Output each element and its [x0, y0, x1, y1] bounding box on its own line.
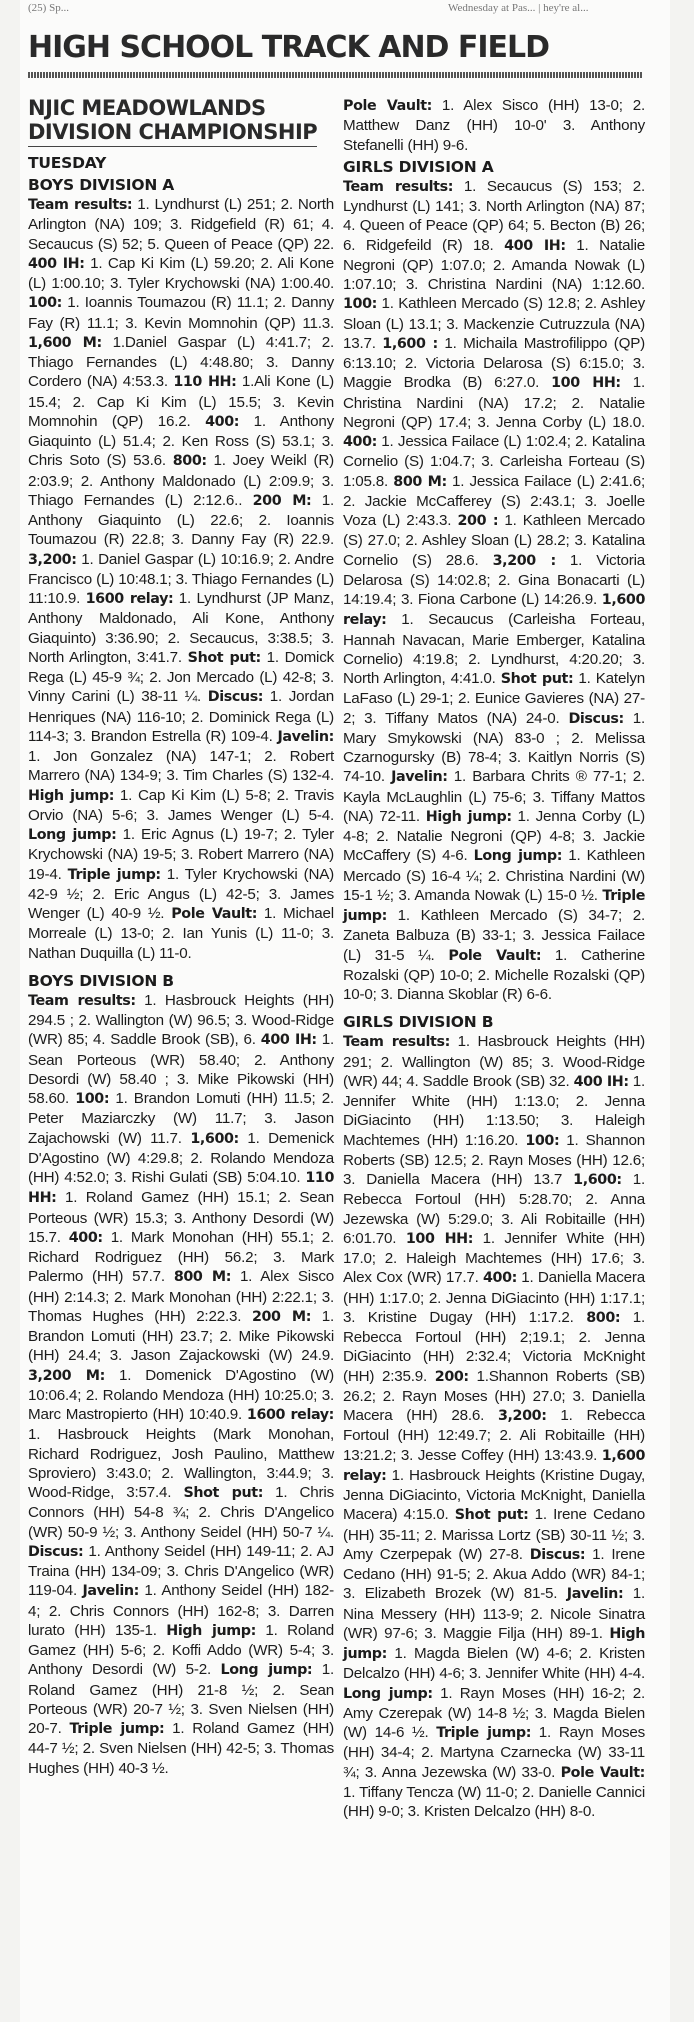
event-result: 1. Shannon Roberts (SB) 12.5; 2. Rayn Moses (HH) 12.6; 3. Daniella Macera (HH) 13.7: [343, 1131, 645, 1188]
event-label: 800:: [172, 453, 207, 470]
event-result: 1. Christina Nardini (NA) 17.2; 2. Natalie Negroni (QP) 17.4; 3. Jenna Corby (L) 18.0.: [343, 374, 645, 431]
event-label: Shot put:: [187, 649, 261, 666]
event-label: Team results:: [28, 197, 133, 213]
event-label: 800:: [586, 1309, 621, 1326]
event-result: 1.Daniel Gaspar (L) 4:41.7; 2. Thiago Fernandes (L) 4:48.80; 3. Danny Cordero (NA) 4:53.3.: [28, 333, 334, 391]
event-result: 1. Irene Cedano (HH) 91-5; 2. Akua Addo (WR) 84-1; 3. Elizabeth Brozek (W) 81-5.: [343, 1545, 645, 1603]
event-result: 1. Jennifer White (HH) 1:13.0; 2. Jenna DiGiacinto (HH) 1:13.50; 3. Haleigh Machtemes (HH) 1:16.20.: [343, 1072, 645, 1149]
event-label: Shot put:: [183, 1485, 264, 1501]
event-result: 1. Alex Sisco (HH) 13-0; 2. Matthew Danz (HH) 10-0' 3. Anthony Stefanelli (HH) 9-6.: [343, 97, 645, 154]
event-result: 1. Jessica Failace (L) 2:41.6; 2. Jackie McCafferey (S) 2:43.1; 3. Joelle Voza (L) 2:43.3.: [343, 472, 645, 529]
event-label: 200 M:: [252, 492, 312, 509]
event-label: 100 HH:: [405, 1230, 474, 1247]
event-result: 1. Jenna Corby (L) 4-8; 2. Natalie Negroni (QP) 4-8; 3. Jackie McCaffery (S) 4-6.: [343, 807, 646, 865]
event-label: High jump:: [166, 1622, 256, 1639]
event-label: 1,600:: [573, 1172, 622, 1188]
event-label: 1,600 relay:: [343, 1447, 645, 1484]
event-label: Team results:: [343, 1034, 450, 1051]
event-result: 1. Secaucus (S) 153; 2. Lyndhurst (L) 141; 3. North Arlington (NA) 87; 4. Queen of Peace (QP) 64; 5. Becton (B) 26; 6. Ridgefeild (R) 18.: [343, 177, 645, 254]
event-label: Team results:: [343, 178, 454, 195]
event-label: Shot put:: [500, 671, 574, 687]
event-label: Pole Vault:: [343, 98, 432, 114]
event-label: Long jump:: [220, 1662, 313, 1679]
event-label: High jump:: [28, 787, 115, 804]
event-label: 110 HH:: [28, 1170, 334, 1207]
event-label: Triple jump:: [436, 1725, 532, 1741]
event-label: 100 HH:: [551, 375, 621, 392]
event-label: 100:: [525, 1132, 560, 1149]
page-headline: HIGH SCHOOL TRACK AND FIELD: [28, 30, 550, 65]
event-result: 1. Secaucus (Carleisha Forteau, Hannah Navacan, Marie Emberger, Katalina Cornelio) 4:19.8; 2. Lyndhurst, 4:20.20; 3. North Arlington, 4:41.0.: [343, 611, 645, 687]
event-result: 1. Domenick D'Agostino (W) 10:06.4; 2. Rolando Mendoza (HH) 10:25.0; 3. Marc Mastropierto (HH) 10:40.9.: [28, 1366, 334, 1423]
event-result: 1. Sean Porteous (WR) 58.40; 2. Anthony Desordi (W) 58.40 ; 3. Mike Pikowski (HH) 58.60.: [28, 1031, 334, 1107]
left-column: [28, 96, 334, 1778]
results-boys-a: [28, 195, 334, 963]
event-label: High jump:: [425, 808, 512, 825]
event-result: 1. Anthony Seidel (HH) 182-4; 2. Chris Connors (HH) 162-8; 3. Darren lurato (HH) 135-1.: [28, 1582, 334, 1639]
event-result: 1. Rayn Moses (HH) 34-4; 2. Martyna Czarnecka (W) 33-11 ¾; 3. Anna Jezewska (W) 33-0.: [343, 1724, 645, 1781]
event-label: Discus:: [28, 1543, 84, 1560]
event-result: 1. Jordan Henriques (NA) 116-10; 2. Dominick Rega (L) 114-3; 3. Brandon Estrella (R) 109-4.: [28, 688, 334, 745]
event-result: 1. Brandon Lomuti (HH) 23.7; 2. Mike Pikowski (HH) 24.4; 3. Jason Zajackowski (W) 24.9.: [28, 1307, 334, 1365]
results-boys-b: [28, 991, 334, 1778]
event-label: 800 M:: [393, 473, 447, 490]
event-label: 400 IH:: [28, 255, 85, 272]
event-result: 1. Magda Bielen (W) 4-6; 2. Kristen Delcalzo (HH) 4-6; 3. Jennifer White (HH) 4-4.: [343, 1645, 645, 1683]
event-result: 1. Demenick D'Agostino (W) 4:29.8; 2. Rolando Mendoza (HH) 4:52.0; 3. Rishi Gulati (SB) 5:04.10.: [28, 1129, 335, 1186]
event-result: 1. Rebecca Fortoul (HH) 12:49.7; 2. Ali Robitaille (HH) 13:21.2; 3. Jesse Coffey (HH) 13:43.9.: [343, 1407, 645, 1464]
event-result: 1. Hasbrouck Heights (Kristine Dugay, Jenna DiGiacinto, Victoria McKnight, Daniella Macera) 4:15.0.: [343, 1466, 645, 1524]
event-result: 1. Hasbrouck Heights (Mark Monohan, Richard Rodriguez, Josh Paulino, Matthew Sproviero) 3:43.0; 2. Wallington, 3:44.9; 3. Wood-Ridge, 3:57.4.: [28, 1426, 334, 1501]
headline-rule: [28, 72, 643, 78]
event-result: 1. Ioannis Toumazou (R) 11.1; 2. Danny Fay (R) 11.1; 3. Kevin Momnohin (QP) 11.3.: [28, 294, 334, 332]
cropped-text-left: (25) Sp...: [28, 2, 69, 14]
event-label: 200 :: [457, 513, 499, 529]
event-result: 1. Jessica Failace (L) 1:02.4; 2. Katalina Cornelio (S) 1:04.7; 3. Carleisha Forteau (S) 1:05.8.: [343, 433, 645, 490]
meet-title-line2: DIVISION CHAMPIONSHIP: [28, 120, 317, 147]
event-result: 1. Barbara Chrits ® 77-1; 2. Kayla McLaughlin (L) 75-6; 3. Tiffany Mattos (NA) 72-11.: [343, 768, 645, 825]
event-label: Triple jump:: [69, 1721, 165, 1737]
event-result: 1.Ali Kone (L) 15.4; 2. Cap Ki Kim (L) 15.5; 3. Kevin Momnohin (QP) 16.2.: [28, 373, 334, 430]
event-result: 1. Joey Weikl (R) 2:03.9; 2. Anthony Maldonado (L) 2:09.9; 3. Thiago Fernandes (L) 2:12.6..: [28, 452, 334, 509]
event-result: 1. Michael Morreale (L) 13-0; 2. Ian Yunis (L) 11-0; 3. Nathan Duquilla (L) 11-0.: [28, 905, 334, 962]
event-result: 1. Anthony Seidel (HH) 149-11; 2. AJ Traina (HH) 134-09; 3. Chris D'Angelico (WR) 119-04.: [28, 1542, 334, 1600]
event-result: 1. Kathleen Mercado (S) 12.8; 2. Ashley Sloan (L) 13.1; 3. Mackenzie Cutruzzula (NA) 13.7.: [343, 295, 645, 352]
section-title-girls-b: GIRLS DIVISION B: [343, 1013, 494, 1032]
event-result: 1. Hasbrouck Heights (HH) 291; 2. Wallington (W) 85; 3. Wood-Ridge (WR) 44; 4. Saddle Brook (SB) 32.: [343, 1033, 645, 1090]
event-label: 3,200:: [497, 1408, 547, 1424]
meet-day: TUESDAY: [28, 154, 107, 172]
event-label: 400:: [482, 1270, 517, 1287]
event-label: 100:: [75, 1091, 110, 1107]
event-label: 400 IH:: [573, 1073, 629, 1090]
event-result: 1. Hasbrouck Heights (HH) 294.5 ; 2. Wallington (W) 96.5; 3. Wood-Ridge (WR) 85; 4. Saddle Brook (SB), 6.: [28, 991, 334, 1049]
event-result: 1. Roland Gamez (HH) 5-6; 2. Koffi Addo (WR) 5-4; 3. Anthony Desordi (W) 5-2.: [28, 1621, 335, 1679]
event-result: 1. Brandon Lomuti (HH) 11.5; 2. Peter Maziarczky (W) 11.7; 3. Jason Zajachowski (W) 11.7.: [28, 1090, 334, 1147]
event-result: 1. Jon Gonzalez (NA) 147-1; 2. Robert Marrero (NA) 134-9; 3. Tim Charles (S) 132-4.: [28, 748, 334, 785]
event-result: 1. Anthony Giaquinto (L) 51.4; 2. Ken Ross (S) 53.1; 3. Chris Soto (S) 53.6.: [28, 412, 335, 470]
event-result: 1. Kathleen Mercado (S) 27.0; 2. Ashley Sloan (L) 28.2; 3. Katalina Cornelio (S) 28.6.: [343, 512, 645, 569]
event-result: 1. Mark Monohan (HH) 55.1; 2. Richard Rodriguez (HH) 56.2; 3. Mark Palermo (HH) 57.7.: [28, 1228, 334, 1286]
event-label: 400 IH:: [260, 1032, 317, 1049]
event-result: 1. Anthony Giaquinto (L) 22.6; 2. Ioannis Toumazou (R) 22.8; 3. Danny Fay (R) 22.9.: [28, 491, 334, 549]
event-result: 1. Rayn Moses (HH) 16-2; 2. Amy Czerepak (W) 14-8 ½; 3. Magda Bielen (W) 14-6 ½.: [343, 1684, 645, 1741]
event-result: 1. Domick Rega (L) 45-9 ¾; 2. Jon Mercado (L) 42-8; 3. Vinny Carini (L) 38-11 ¼.: [28, 648, 334, 706]
event-label: 400:: [68, 1229, 103, 1246]
event-result: 1.Shannon Roberts (SB) 26.2; 2. Rayn Moses (HH) 27.0; 3. Daniella Macera (HH) 28.6.: [343, 1367, 645, 1424]
event-label: 1,600 :: [382, 335, 438, 352]
event-label: 400:: [205, 413, 240, 430]
event-label: 200 M:: [251, 1308, 312, 1325]
event-label: Javelin:: [391, 769, 448, 786]
event-label: Javelin:: [277, 728, 334, 745]
meet-title-line1: NJIC MEADOWLANDS: [28, 96, 266, 120]
event-result: 1. Michaila Mastrofilippo (QP) 6:13.10; 2. Victoria Delarosa (S) 6:15.0; 3. Maggie Brodka (B) 6:27.0.: [343, 334, 645, 392]
event-result: 1. Chris Connors (HH) 54-8 ¾; 2. Chris D'Angelico (WR) 50-9 ½; 3. Anthony Seidel (HH) 50-7 ¼.: [28, 1484, 334, 1541]
event-result: 1. Tyler Krychowski (NA) 42-9 ½; 2. Eric Angus (L) 42-5; 3. James Wenger (L) 40-9 ½.: [28, 865, 334, 922]
event-result: 1. Alex Sisco (HH) 2:14.3; 2. Mark Monohan (HH) 2:22.1; 3. Thomas Hughes (HH) 2:22.3.: [28, 1268, 335, 1325]
event-result: 1. Rebecca Fortoul (HH) 2;19.1; 2. Jenna DiGiacinto (HH) 2:32.4; Victoria McKnight (HH) 2:35.9.: [343, 1308, 645, 1385]
event-result: 1. Daniella Macera (HH) 1:17.0; 2. Jenna DiGiacinto (HH) 1:17.1; 3. Kristine Dugay (HH) 1:17.2.: [343, 1269, 645, 1326]
event-label: Javelin:: [82, 1583, 139, 1600]
results-boys-b-continued: [343, 96, 645, 155]
event-result: 1. Lyndhurst (L) 251; 2. North Arlington (NA) 109; 3. Ridgefield (R) 61; 4. Secaucus (S) 52; 5. Queen of Peace (QP) 22.: [28, 196, 335, 253]
cropped-text-right: Wednesday at Pas... | hey're al...: [448, 2, 589, 14]
event-label: 1,600 M:: [28, 334, 102, 351]
event-result: 1. Natalie Negroni (QP) 1:07.0; 2. Amanda Nowak (L) 1:07.10; 3. Christina Nardini (NA) 1:12.60.: [343, 236, 645, 293]
event-label: 100:: [28, 295, 62, 312]
event-result: 1. Tiffany Tencza (W) 11-0; 2. Danielle Cannici (HH) 9-0; 3. Kristen Delcalzo (HH) 8-0.: [343, 1783, 645, 1820]
right-column: [343, 96, 645, 1821]
event-result: 1. Eric Agnus (L) 19-7; 2. Tyler Krychowski (NA) 19-5; 3. Robert Marrero (NA) 19-4.: [28, 826, 335, 883]
event-result: 1. Lyndhurst (JP Manz, Anthony Maldonado, Ali Kone, Anthony Giaquinto) 3:36.90; 2. Secaucus, 3:38.5; 3. North Arlington, 3:41.7.: [28, 590, 334, 666]
event-result: 1. Jennifer White (HH) 17.0; 2. Haleigh Machtemes (HH) 17.6; 3. Alex Cox (WR) 17.7.: [343, 1229, 645, 1287]
section-title-boys-a: BOYS DIVISION A: [28, 176, 175, 194]
event-result: 1. Irene Cedano (HH) 35-11; 2. Marissa Lortz (SB) 30-11 ½; 3. Amy Czerpepak (W) 27-8.: [343, 1506, 645, 1563]
event-result: 1. Daniel Gaspar (L) 10:16.9; 2. Andre Francisco (L) 10:48.1; 3. Thiago Fernandes (L) 11:10.9.: [28, 550, 334, 607]
event-label: 800 M:: [173, 1269, 232, 1286]
event-result: 1. Nina Messery (HH) 113-9; 2. Nicole Sinatra (WR) 97-6; 3. Maggie Filja (HH) 89-1.: [343, 1585, 645, 1642]
event-result: 1. Cap Ki Kim (L) 5-8; 2. Travis Orvio (NA) 5-6; 3. James Wenger (L) 5-4.: [28, 786, 334, 824]
event-label: 400:: [343, 434, 377, 450]
event-label: Long jump:: [473, 848, 563, 865]
event-label: 1,600 relay:: [343, 592, 645, 629]
event-result: 1. Rebecca Fortoul (HH) 5:28.70; 2. Anna Jezewska (W) 5:29.0; 3. Ali Robitaille (HH) 6:01.70.: [343, 1171, 645, 1247]
event-label: Discus:: [207, 689, 264, 706]
event-result: 1. Kathleen Mercado (S) 16-4 ¼; 2. Christina Nardini (W) 15-1 ½; 3. Amanda Nowak (L) 15-0 ½.: [343, 847, 646, 904]
event-label: Pole Vault:: [560, 1764, 645, 1781]
event-result: 1. Katelyn LaFaso (L) 29-1; 2. Eunice Gavieres (NA) 27-2; 3. Tiffany Matos (NA) 24-0.: [343, 670, 645, 727]
event-label: 3,200 M:: [28, 1367, 105, 1384]
event-result: 1. Roland Gamez (HH) 44-7 ½; 2. Sven Nielsen (HH) 42-5; 3. Thomas Hughes (HH) 40-3 ½.: [28, 1720, 334, 1777]
section-title-girls-a: GIRLS DIVISION A: [343, 157, 494, 176]
event-label: Team results:: [28, 992, 136, 1009]
event-label: Pole Vault:: [448, 947, 542, 964]
event-label: Long jump:: [28, 827, 117, 843]
event-label: Long jump:: [343, 1685, 433, 1702]
event-label: Triple jump:: [343, 887, 645, 924]
event-label: 100:: [343, 296, 377, 313]
event-label: Pole Vault:: [171, 906, 258, 922]
meet-title: [28, 96, 334, 147]
event-result: 1. Catherine Rozalski (QP) 10-0; 2. Michelle Rozalski (QP) 10-0; 3. Dianna Skoblar (R) 6-6.: [343, 946, 646, 1003]
event-label: 1600 relay:: [246, 1407, 334, 1423]
event-label: 3,200 :: [492, 552, 556, 569]
event-label: Discus:: [529, 1546, 586, 1563]
event-result: 1. Roland Gamez (HH) 15.1; 2. Sean Porteous (WR) 15.3; 3. Anthony Desordi (W) 15.7.: [28, 1189, 334, 1246]
event-label: 110 HH:: [173, 374, 237, 391]
event-label: Javelin:: [566, 1586, 624, 1603]
event-label: Shot put:: [454, 1507, 529, 1524]
event-label: 1600 relay:: [85, 591, 174, 607]
event-label: Triple jump:: [67, 866, 161, 883]
event-label: 3,200:: [28, 551, 77, 568]
cropped-top-text: [28, 2, 668, 16]
event-result: 1. Mary Smykowski (NA) 83-0 ; 2. Melissa Czarnogursky (B) 78-4; 3. Kaitlyn Norris (S) 74-10.: [343, 709, 645, 786]
event-result: 1. Roland Gamez (HH) 21-8 ½; 2. Sean Porteous (WR) 20-7 ½; 3. Sven Nielsen (HH) 20-7.: [28, 1661, 335, 1737]
results-girls-a: [343, 177, 645, 1005]
event-label: 400 IH:: [504, 237, 566, 254]
results-girls-b: [343, 1032, 645, 1821]
event-label: High jump:: [343, 1625, 645, 1662]
event-result: 1. Victoria Delarosa (S) 14:02.8; 2. Gina Bonacarti (L) 14:19.4; 3. Fiona Carbone (L) 14:26.9.: [343, 551, 646, 608]
event-label: Discus:: [568, 710, 624, 727]
section-title-boys-b: BOYS DIVISION B: [28, 971, 174, 990]
event-label: 200:: [434, 1368, 469, 1385]
event-result: 1. Kathleen Mercado (S) 34-7; 2. Zaneta Balbuza (B) 33-1; 3. Jessica Failace (L) 31-5 ¼.: [343, 907, 645, 964]
event-result: 1. Cap Ki Kim (L) 59.20; 2. Ali Kone (L) 1:00.10; 3. Tyler Krychowski (NA) 1:00.40.: [28, 254, 334, 292]
event-label: 1,600:: [190, 1130, 239, 1147]
